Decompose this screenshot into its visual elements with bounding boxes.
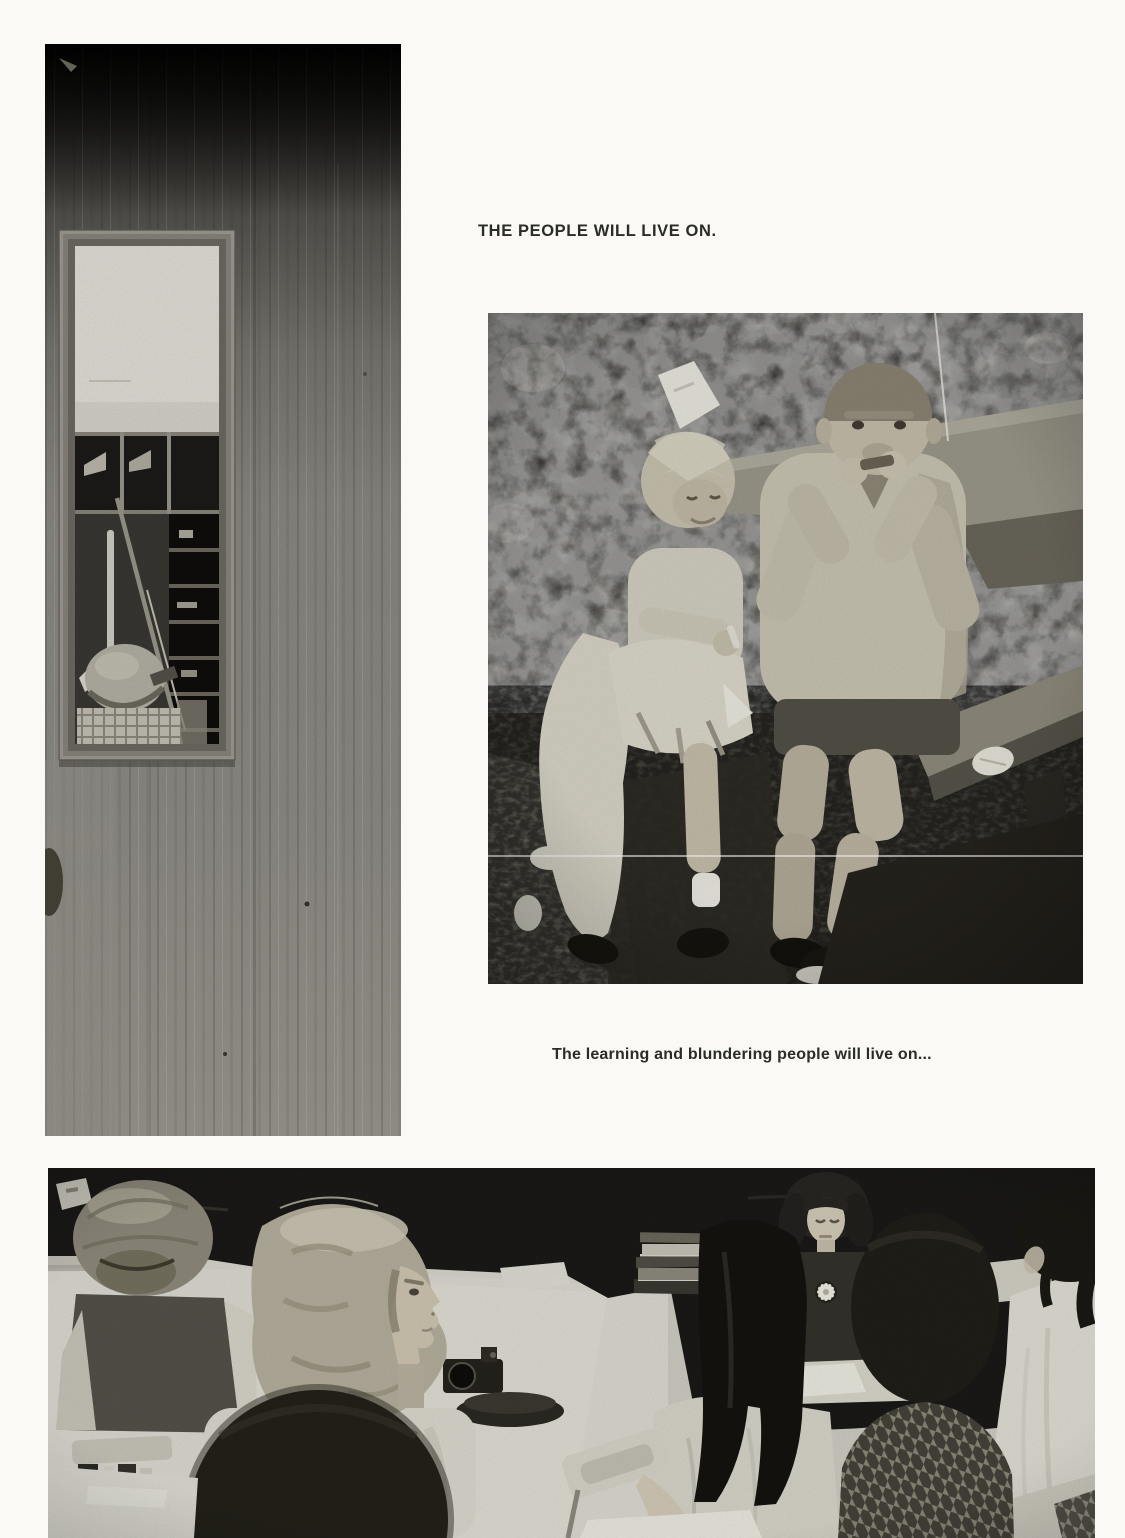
- children-bench-photo: [488, 313, 1083, 984]
- classroom-photo-art: [48, 1168, 1095, 1538]
- door-photo-art: [45, 44, 401, 1136]
- photo-caption: The learning and blundering people will live on...: [552, 1046, 932, 1063]
- bench-photo-art: [488, 313, 1083, 984]
- classroom-photo: [48, 1168, 1095, 1538]
- page-heading: THE PEOPLE WILL LIVE ON.: [478, 222, 717, 240]
- door-window-photo: [45, 44, 401, 1136]
